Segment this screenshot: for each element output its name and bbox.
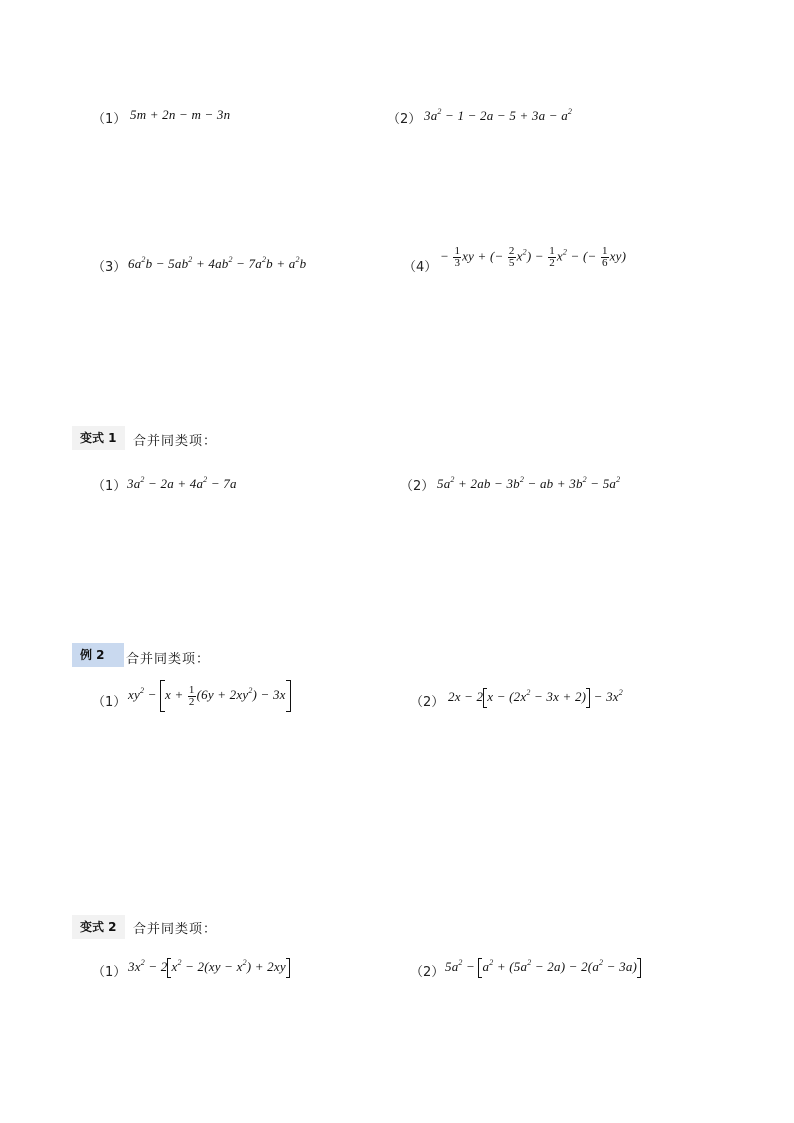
item-number: （4） [403,260,438,275]
expression-1: 5m + 2n − m − 3n [130,107,231,122]
item-number: （2） [387,112,422,127]
example-2-label: 例 2 [72,643,124,667]
variant-2-expression-2: $5a^2 - a^2 + (5a^2 - 2a) - 2(a^2 - 3a)$ [445,958,641,978]
item-number: （2） [410,695,445,710]
item-number: （3） [92,260,127,275]
variant-1-expression-1: $3a^2 - 2a + 4a^2 - 7a$ [127,475,237,491]
item-number: （1） [92,112,127,127]
variant-1-expression-2: $5a^2 + 2ab - 3b^2$ − ab + $3b^2 - 5a^2$ [437,475,621,491]
variant-1-label: 变式 1 [72,426,125,450]
item-number: （1） [92,695,127,710]
example-2-instruction: 合并同类项： [126,652,211,667]
variant-2-instruction: 合并同类项： [133,922,218,937]
expression-2: $3a^2 - 1 - 2a - 5 + 3a - a^2$ [424,107,573,123]
item-number: （2） [410,965,445,980]
item-number: （1） [92,965,127,980]
item-number: （2） [400,479,435,494]
item-number: （1） [92,479,127,494]
variant-2-label: 变式 2 [72,915,125,939]
example-2-expression-1: $xy^2 - x$ + $\frac{1}{2}$ $(6y + 2xy^2) - 3x$ [128,680,291,712]
expression-4: − $\frac{1}{3}$ xy + (− $\frac{2}{5}$ $x^2$) − $\frac{1}{2}$ $x^2$ − (− $\frac{1}{6}$ xy) [440,245,627,269]
expression-3: $6a^2b - 5ab^2 + 4ab^2 - 7a^2b + a^2b$ [128,255,307,271]
example-2-expression-2: 2x − 2 $x - (2x^2 - 3x + 2) - 3x^2$ [448,688,623,708]
variant-1-instruction: 合并同类项： [133,434,218,449]
variant-2-expression-1: $3x^2 - 2$ $x^2 - 2(xy - x^2) + 2xy$ [128,958,290,978]
